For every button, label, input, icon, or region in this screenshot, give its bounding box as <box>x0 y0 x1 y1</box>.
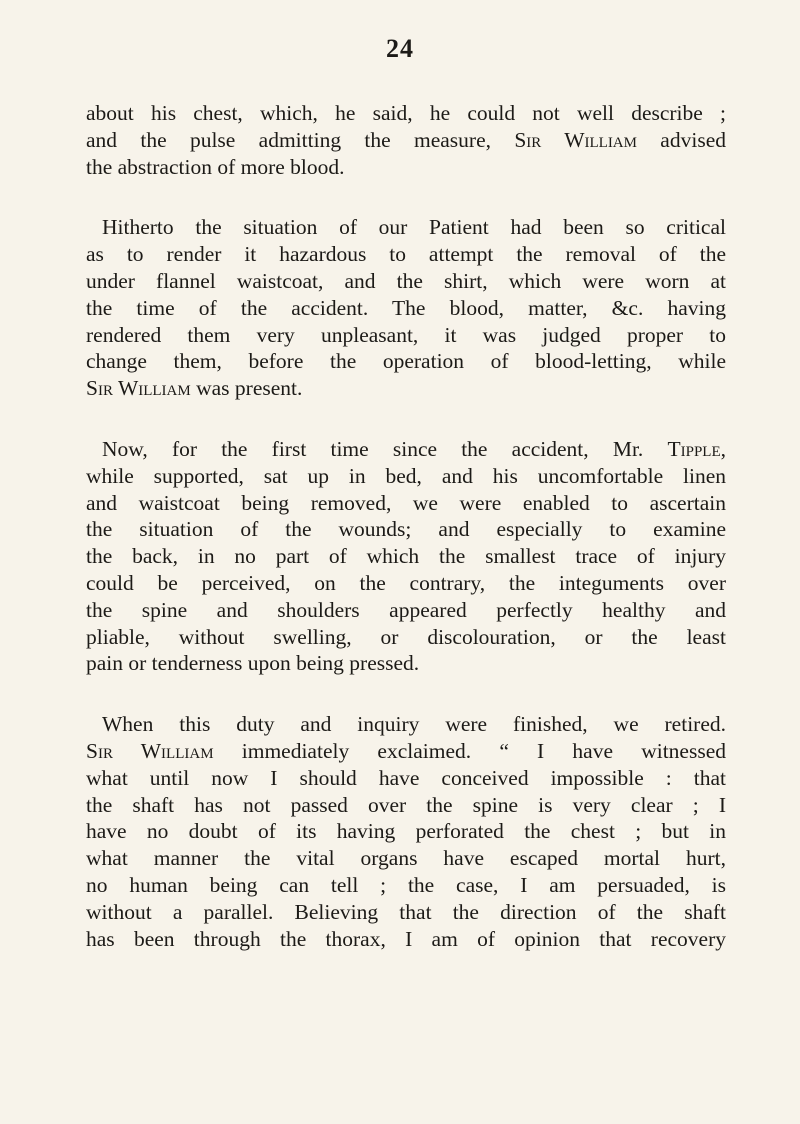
text-line: change them, before the operation of blood-letting, while <box>86 349 726 374</box>
text-line: while supported, sat up in bed, and his uncomfortable linen <box>86 463 726 488</box>
text-line: no human being can tell ; the case, I am persuaded, is <box>86 872 726 897</box>
text-line: the back, in no part of which the smallest trace of injury <box>86 544 726 569</box>
paragraph-2 <box>86 214 726 402</box>
text-line: the abstraction of more blood. <box>86 154 345 179</box>
paragraph-3 <box>86 436 726 677</box>
name-tipple: Tipple <box>667 436 721 461</box>
text-line: have no doubt of its having perforated the chest ; but in <box>86 819 726 844</box>
text-line: the spine and shoulders appeared perfectly healthy and <box>86 597 726 622</box>
text-line: rendered them very unpleasant, it was judged proper to <box>86 322 726 347</box>
text-line: the shaft has not passed over the spine is very clear ; I <box>86 792 726 817</box>
text-line: as to render it hazardous to attempt the removal of the <box>86 242 726 267</box>
text-line: and the pulse admitting the measure, Sir William advised <box>86 127 726 152</box>
text-line: Sir William was present. <box>86 376 303 401</box>
text-line: and waistcoat being removed, we were enabled to ascertain <box>86 490 726 515</box>
name-sir-william: Sir William <box>86 376 191 401</box>
page-number: 24 <box>386 34 414 63</box>
text-line: under flannel waistcoat, and the shirt, which were worn at <box>86 268 726 293</box>
paragraph-4 <box>86 711 726 952</box>
text-line: has been through the thorax, I am of opinion that recovery <box>86 926 726 951</box>
text-line: pliable, without swelling, or discolouration, or the least <box>86 624 726 649</box>
text-line: pain or tenderness upon being pressed. <box>86 651 420 676</box>
paragraph-1 <box>86 100 726 180</box>
text-line: Sir William immediately exclaimed. “ I have witnessed <box>86 738 726 763</box>
text-line: When this duty and inquiry were finished, we retired. <box>102 712 726 737</box>
text-line: Now, for the first time since the accident, Mr. Tipple, <box>102 436 726 461</box>
text-line: Hitherto the situation of our Patient had been so critical <box>102 215 726 240</box>
text-line: what until now I should have conceived impossible : that <box>86 765 726 790</box>
text-line: could be perceived, on the contrary, the integuments over <box>86 570 726 595</box>
name-sir-william: Sir William <box>514 127 637 152</box>
text-line: without a parallel. Believing that the direction of the shaft <box>86 899 726 924</box>
text-line: about his chest, which, he said, he could not well describe ; <box>86 101 726 125</box>
body-text <box>86 100 726 986</box>
text-line: the time of the accident. The blood, matter, &c. having <box>86 295 726 320</box>
name-sir-william: Sir William <box>86 738 214 763</box>
text-line: what manner the vital organs have escaped mortal hurt, <box>86 846 726 871</box>
text-line: the situation of the wounds; and especially to examine <box>86 517 726 542</box>
